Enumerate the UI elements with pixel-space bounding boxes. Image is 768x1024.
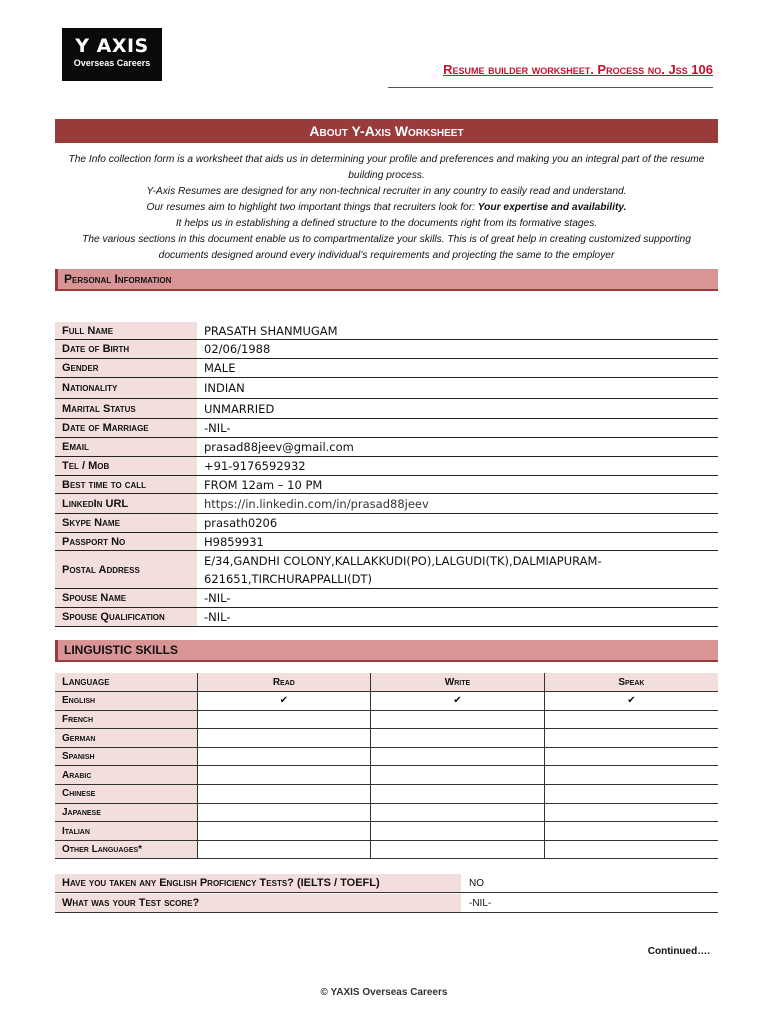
label-linkedin: LinkedIn URL [55,494,197,513]
speak-check [544,729,718,748]
row-marital-status [55,399,718,419]
label-full-name: Full Name [55,322,197,339]
row-postal-address [55,551,718,589]
label-date-of-marriage: Date of Marriage [55,419,197,437]
row-spouse-qualification [55,608,718,627]
value-marital-status: UNMARRIED [204,401,275,416]
write-check [371,729,545,748]
write-check [371,710,545,729]
language-name: English [55,692,197,711]
logo-brand: Y AXIS [75,35,149,57]
test-score-answer: -NIL- [469,898,492,909]
label-gender: Gender [55,359,197,377]
read-check [197,710,371,729]
row-skype [55,514,718,533]
speak-check [544,822,718,841]
read-check [197,729,371,748]
linguistic-header-row [55,673,718,692]
row-nationality [55,378,718,399]
write-check [371,822,545,841]
value-postal-address: E/34,GANDHI COLONY,KALLAKKUDI(PO),LALGUDI(TK),DALMIAPURAM-621651,TIRCHURAPPALLI(DT) [204,553,602,586]
linguistic-skills-table [55,673,718,859]
value-skype: prasath0206 [204,516,278,530]
read-check [197,766,371,785]
header-read: Read [197,673,371,692]
read-check: ✔ [197,692,371,711]
speak-check [544,840,718,859]
value-passport: H9859931 [204,534,264,549]
label-spouse-qualification: Spouse Qualification [55,608,197,626]
row-dob [55,340,718,359]
intro-line-3-bold: Your expertise and availability. [477,202,627,213]
write-check [371,747,545,766]
label-nationality: Nationality [55,378,197,398]
write-check: ✔ [371,692,545,711]
language-row [55,710,718,729]
personal-info-header: Personal Information [55,269,718,291]
row-gender [55,359,718,378]
language-row [55,840,718,859]
value-linkedin-link[interactable]: https://in.linkedin.com/in/prasad88jeev [204,496,429,511]
test-score-question: What was your Test score? [55,894,461,912]
value-full-name: PRASATH SHANMUGAM [204,323,338,338]
footer-copyright: © YAXIS Overseas Careers [320,987,448,998]
label-dob: Date of Birth [55,340,197,358]
header-divider [388,87,713,88]
speak-check [544,785,718,804]
label-best-time: Best time to call [55,476,197,493]
label-spouse-name: Spouse Name [55,589,197,607]
test-score-row [55,894,718,913]
write-check [371,766,545,785]
header-language: Language [55,673,197,692]
intro-line-3-text: Our resumes aim to highlight two important things that recruiters look for: [146,202,478,213]
language-name: Chinese [55,785,197,804]
read-check [197,803,371,822]
write-check [371,840,545,859]
logo-subtitle: Overseas Careers [73,58,151,68]
intro-line-4: It helps us in establishing a defined structure to the documents right from its formative stages. [175,218,598,229]
label-email: Email [55,438,197,456]
language-name: Japanese [55,803,197,822]
language-name: Other Languages* [55,840,197,859]
label-tel-mob: Tel / Mob [55,457,197,475]
language-row [55,729,718,748]
language-row [55,692,718,711]
value-email: prasad88jeev@gmail.com [204,440,354,454]
value-dob: 02/06/1988 [204,342,271,356]
value-best-time: FROM 12am – 10 PM [204,477,323,492]
speak-check: ✔ [544,692,718,711]
language-row [55,803,718,822]
intro-line-1: The Info collection form is a worksheet that aids us in determining your profile and preferences and making you an integral part of the resume building process. [68,154,705,181]
continued-note: Continued…. [647,946,710,957]
language-row [55,747,718,766]
header-speak: Speak [544,673,718,692]
header-write: Write [371,673,545,692]
label-skype: Skype Name [55,514,197,532]
value-gender: MALE [204,361,236,375]
value-spouse-name: -NIL- [204,591,231,605]
value-spouse-qualification: -NIL- [204,610,231,624]
value-date-of-marriage: -NIL- [204,421,231,435]
about-intro [58,152,715,264]
row-spouse-name [55,589,718,608]
speak-check [544,710,718,729]
row-full-name [55,322,718,340]
speak-check [544,766,718,785]
label-marital-status: Marital Status [55,399,197,418]
document-title: Resume builder worksheet. Process no. Jss 106 [443,62,713,77]
read-check [197,840,371,859]
proficiency-test-row [55,874,718,893]
language-name: German [55,729,197,748]
row-best-time [55,476,718,494]
read-check [197,747,371,766]
language-name: Spanish [55,747,197,766]
speak-check [544,747,718,766]
language-name: Arabic [55,766,197,785]
intro-line-2: Y-Axis Resumes are designed for any non-technical recruiter in any country to easily read and understand. [146,186,627,197]
proficiency-test-answer: NO [469,878,484,889]
value-tel-mob: +91-9176592932 [204,459,306,473]
row-date-of-marriage [55,419,718,438]
language-name: French [55,710,197,729]
language-row [55,822,718,841]
read-check [197,822,371,841]
language-name: Italian [55,822,197,841]
row-passport [55,533,718,551]
write-check [371,785,545,804]
logo [62,28,162,81]
read-check [197,785,371,804]
row-email [55,438,718,457]
language-row [55,785,718,804]
label-passport: Passport No [55,533,197,550]
write-check [371,803,545,822]
label-postal-address: Postal Address [55,551,197,588]
value-nationality: INDIAN [204,381,245,395]
about-banner: About Y-Axis Worksheet [55,119,718,143]
intro-line-3 [58,200,715,216]
proficiency-test-question: Have you taken any English Proficiency Tests? (IELTS / TOEFL) [55,874,461,892]
language-row [55,766,718,785]
speak-check [544,803,718,822]
linguistic-skills-header: LINGUISTIC SKILLS [55,640,718,662]
personal-info-table [55,322,718,627]
intro-line-5: The various sections in this document enable us to compartmentalize your skills. This is of great help in creating customized supporting documents designed around every individual’s requirements and projecting the same to the employer [82,234,691,261]
row-linkedin [55,494,718,514]
row-tel-mob [55,457,718,476]
